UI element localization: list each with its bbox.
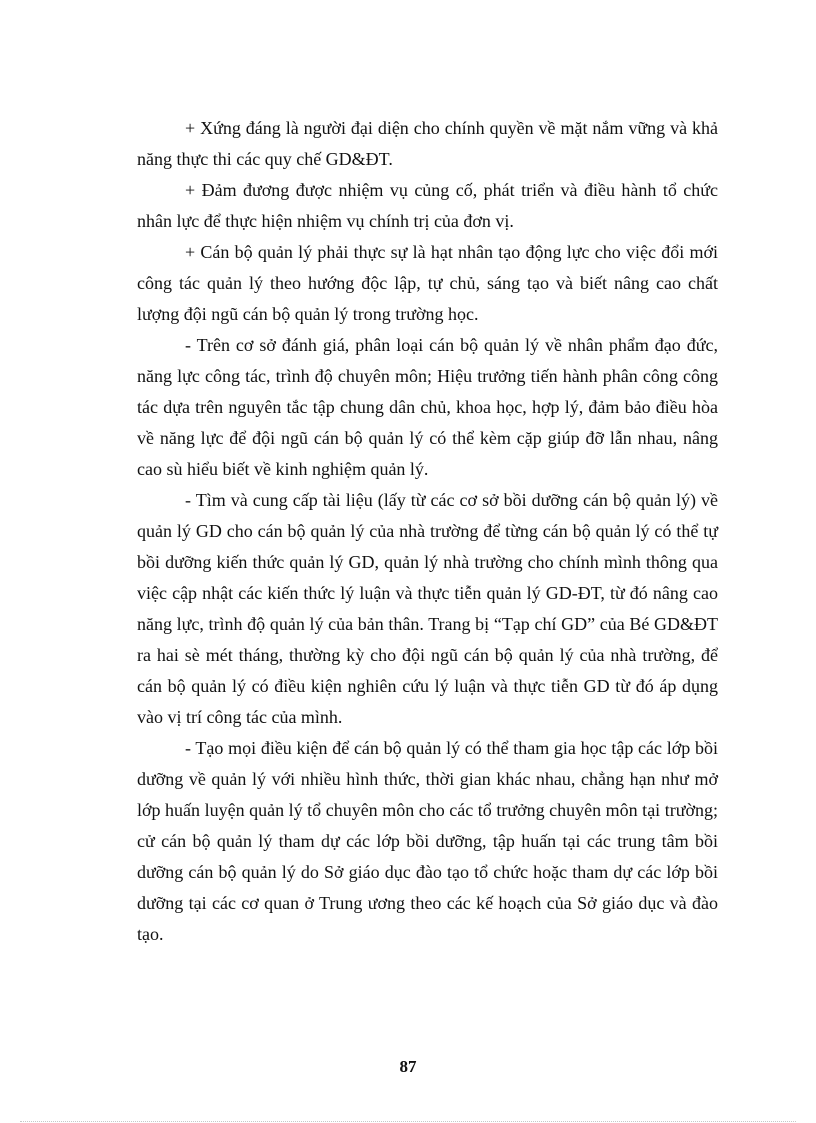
paragraph-1: + Xứng đáng là người đại diện cho chính quyền về mặt nắm vững và khả năng thực thi các quy chế GD&ĐT. <box>137 118 718 169</box>
paragraph-3: + Cán bộ quản lý phải thực sự là hạt nhân tạo động lực cho việc đổi mới công tác quản lý theo hướng độc lập, tự chủ, sáng tạo và biết nâng cao chất lượng đội ngũ cán bộ quản lý trong trường học. <box>137 242 718 324</box>
paragraph-6: - Tạo mọi điều kiện để cán bộ quản lý có thể tham gia học tập các lớp bồi dưỡng về quản lý với nhiều hình thức, thời gian khác nhau, chẳng hạn như mở lớp huấn luyện quản lý tổ chuyên môn cho các tổ trưởng chuyên môn tại trường; cử cán bộ quản lý tham dự các lớp bồi dưỡng, tập huấn tại các trung tâm bồi dưỡng cán bộ quản lý do Sở giáo dục đào tạo tổ chức hoặc tham dự các lớp bồi dưỡng tại các cơ quan ở Trung ương theo các kế hoạch của Sở giáo dục và đào tạo. <box>137 738 718 944</box>
paragraph-2: + Đảm đương được nhiệm vụ củng cố, phát triển và điều hành tổ chức nhân lực để thực hiện nhiệm vụ chính trị của đơn vị. <box>137 180 718 231</box>
paragraph-4: - Trên cơ sở đánh giá, phân loại cán bộ quản lý về nhân phẩm đạo đức, năng lực công tác, trình độ chuyên môn; Hiệu trưởng tiến hành phân công công tác dựa trên nguyên tắc tập chung dân chủ, khoa học, hợp lý, đảm bảo điều hòa về năng lực để đội ngũ cán bộ quản lý có thể kèm cặp giúp đỡ lẫn nhau, nâng cao sù hiểu biết về kinh nghiệm quản lý. <box>137 335 718 479</box>
page-number: 87 <box>399 1057 417 1076</box>
body-text <box>137 113 718 950</box>
bottom-divider <box>20 1121 796 1122</box>
paragraph-5: - Tìm và cung cấp tài liệu (lấy từ các cơ sở bồi dưỡng cán bộ quản lý) về quản lý GD cho cán bộ quản lý của nhà trường để từng cán bộ quản lý có thể tự bồi dưỡng kiến thức quản lý GD, quản lý nhà trường cho chính mình thông qua việc cập nhật các kiến thức lý luận và thực tiễn quản lý GD-ĐT, từ đó nâng cao năng lực, trình độ quản lý của bản thân. Trang bị “Tạp chí GD” của Bé GD&ĐT ra hai sè mét tháng, thường kỳ cho đội ngũ cán bộ quản lý của nhà trường, để cán bộ quản lý có điều kiện nghiên cứu lý luận và thực tiễn GD từ đó áp dụng vào vị trí công tác của mình. <box>137 490 718 727</box>
